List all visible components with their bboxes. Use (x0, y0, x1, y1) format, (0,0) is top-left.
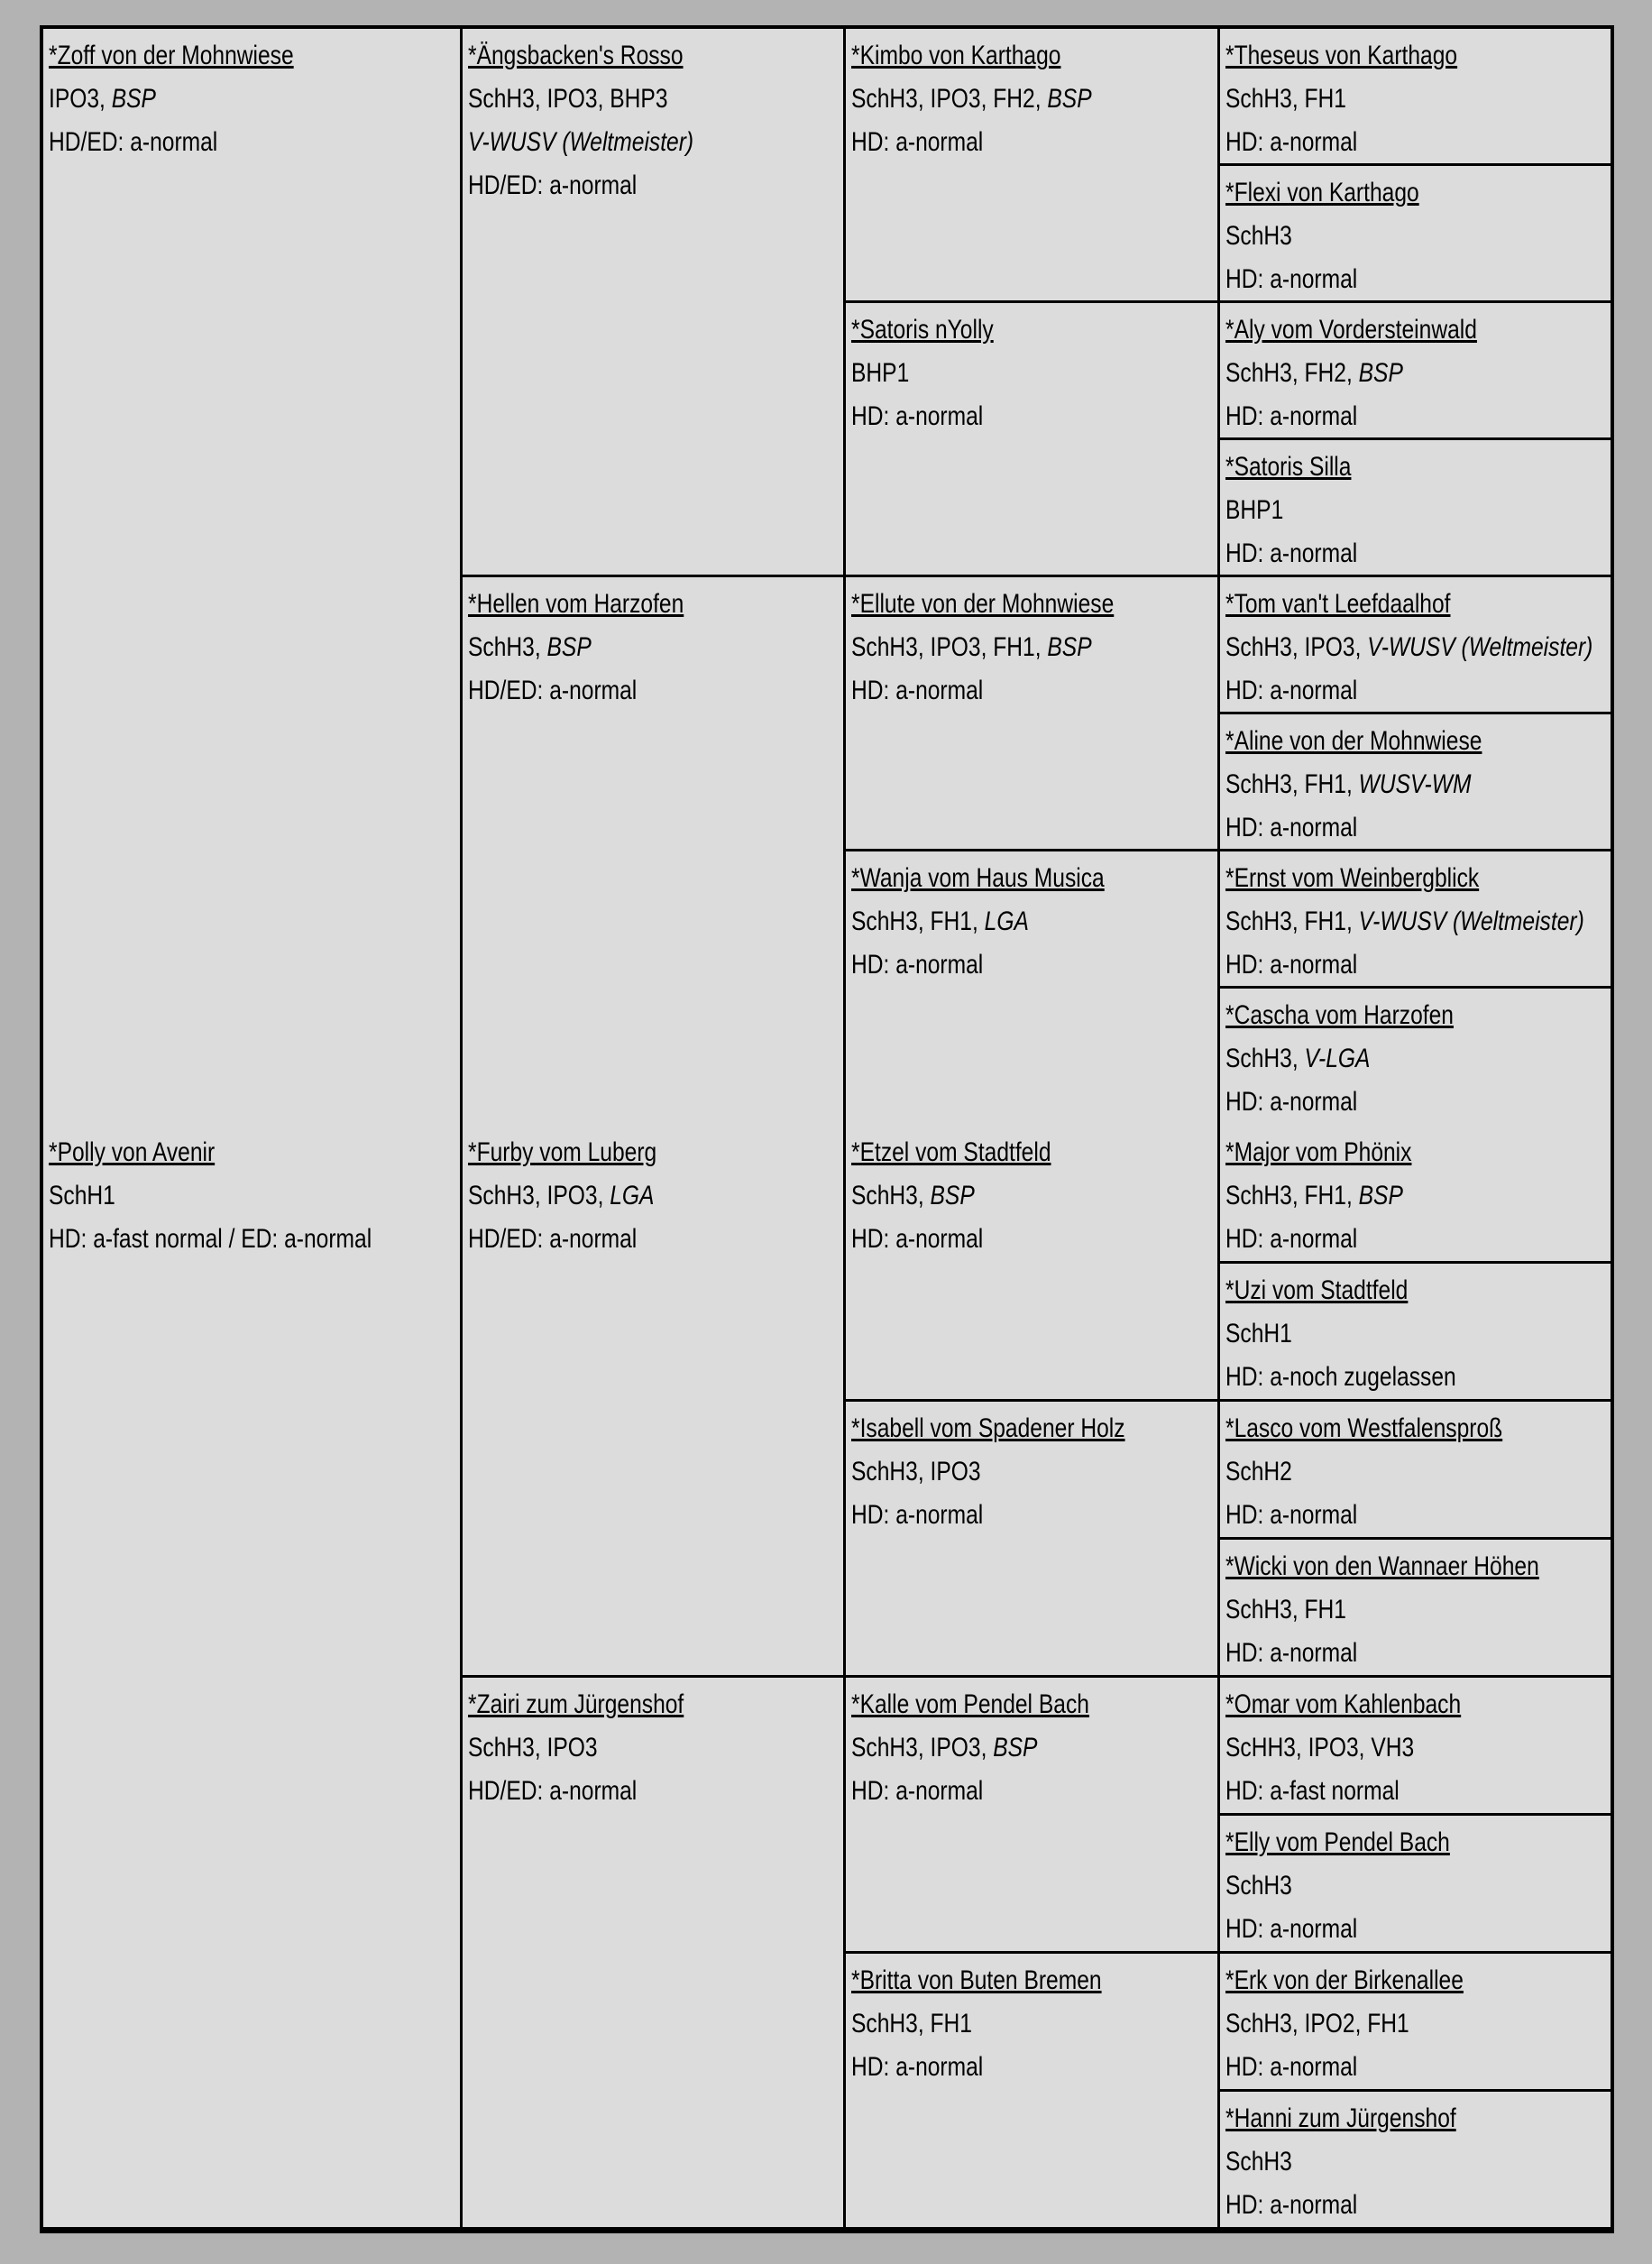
title-segment: SchH3, FH2, (1225, 358, 1359, 388)
title-segment: LGA (610, 1181, 655, 1210)
title-segment: SchH3, FH1 (1225, 1595, 1346, 1624)
title-segment: SchH3, IPO2, FH1 (1225, 2009, 1409, 2039)
title-segment: SchH3, IPO3 (468, 1733, 598, 1762)
dog-titles (1225, 352, 1537, 395)
pedigree-cell-sdds (1220, 851, 1611, 989)
title-segment: V-LGA (1304, 1044, 1371, 1073)
dog-health: HD: a-normal (1225, 2190, 1358, 2220)
title-segment: BSP (1047, 632, 1092, 662)
dog-name: *Ernst vom Weinbergblick (1225, 863, 1480, 893)
dog-name: *Tom van't Leefdaalhof (1225, 589, 1451, 619)
dog-health: HD: a-noch zugelassen (1225, 1362, 1456, 1392)
title-segment: BSP (993, 1733, 1038, 1762)
pedigree-cell-ddss (1220, 1678, 1611, 1816)
dog-health: HD: a-normal (1225, 401, 1358, 431)
dog-health: HD: a-normal (851, 676, 984, 705)
dog-titles (1225, 1174, 1537, 1218)
dog-name: *Zairi zum Jürgenshof (468, 1689, 684, 1719)
dog-health: HD: a-normal (1225, 127, 1358, 157)
dog-titles (1225, 1037, 1537, 1081)
dog-titles (851, 2002, 1147, 2046)
dog-titles (49, 78, 381, 121)
dog-health: HD: a-normal (1225, 813, 1358, 842)
title-segment: SchH3 (1225, 1871, 1292, 1900)
dog-titles (1225, 2002, 1537, 2046)
title-segment: SchH3 (1225, 2147, 1292, 2177)
dog-name: *Aly vom Vordersteinwald (1225, 315, 1477, 345)
pedigree-cell-ddd (846, 1954, 1220, 2230)
pedigree-cell-dsdd (1220, 1540, 1611, 1678)
dog-health: HD/ED: a-normal (468, 1224, 638, 1254)
dog-name: *Aline von der Mohnwiese (1225, 726, 1482, 756)
dog-titles (1225, 1588, 1537, 1632)
title-segment: SchH3, IPO3, FH1, (851, 632, 1048, 662)
dog-health: HD: a-normal (1225, 1638, 1358, 1668)
pedigree-cell-dds (846, 1678, 1220, 1954)
dog-name: *Satoris Silla (1225, 452, 1352, 482)
dog-health: HD: a-fast normal / ED: a-normal (49, 1224, 372, 1254)
dog-health: HD: a-fast normal (1225, 1776, 1400, 1806)
title-segment: BHP1 (1225, 495, 1284, 525)
dog-health: HD: a-normal (851, 1776, 984, 1806)
dog-titles (851, 1450, 1147, 1494)
pedigree-cell-sdd (846, 851, 1220, 1126)
dog-titles (1225, 763, 1537, 806)
dog-award: V-WUSV (Weltmeister) (468, 127, 694, 157)
dog-name: *Wicki von den Wannaer Höhen (1225, 1551, 1539, 1581)
title-segment: BSP (111, 84, 156, 114)
dog-name: *Theseus von Karthago (1225, 41, 1458, 70)
title-segment: BSP (1047, 84, 1092, 114)
dog-titles (468, 78, 771, 121)
pedigree-cell-dss (846, 1126, 1220, 1402)
dog-health: HD: a-normal (851, 1224, 984, 1254)
pedigree-cell-ssss (1220, 29, 1611, 166)
title-segment: SchH3, FH1, (1225, 1181, 1359, 1210)
dog-titles (1225, 900, 1584, 943)
dog-name: *Etzel vom Stadtfeld (851, 1137, 1051, 1167)
pedigree-cell-ssdd (1220, 440, 1611, 577)
title-segment: SchH3, (468, 632, 547, 662)
dog-health: HD/ED: a-normal (468, 170, 638, 200)
dog-health: HD/ED: a-normal (468, 676, 638, 705)
dog-name: *Wanja vom Haus Musica (851, 863, 1105, 893)
dog-name: *Kimbo von Karthago (851, 41, 1061, 70)
dog-health: HD: a-normal (1225, 1500, 1358, 1530)
title-segment: BHP1 (851, 358, 910, 388)
title-segment: SchH3, IPO3, (851, 1733, 994, 1762)
dog-name: *Uzi vom Stadtfeld (1225, 1275, 1409, 1305)
pedigree-cell-dd (463, 1678, 846, 2230)
title-segment: SchH3, (851, 1181, 931, 1210)
dog-health: HD: a-normal (851, 1500, 984, 1530)
dog-name: *Hellen vom Harzofen (468, 589, 684, 619)
dog-name: *Flexi von Karthago (1225, 178, 1419, 207)
dog-name: *Omar vom Kahlenbach (1225, 1689, 1462, 1719)
dog-health: HD: a-normal (1225, 1224, 1358, 1254)
title-segment: V-WUSV (Weltmeister) (1367, 632, 1593, 662)
dog-titles (1225, 2140, 1537, 2184)
pedigree-cell-sssd (1220, 166, 1611, 303)
pedigree-cell-sds (846, 577, 1220, 851)
title-segment: SchH2 (1225, 1457, 1292, 1486)
title-segment: SchH3, IPO3, BHP3 (468, 84, 668, 114)
dog-titles (851, 78, 1147, 121)
dog-health: HD: a-normal (1225, 2052, 1358, 2082)
dog-titles (1225, 78, 1537, 121)
title-segment: LGA (984, 907, 1029, 936)
title-segment: SchH3, IPO3, (468, 1181, 610, 1210)
pedigree-table (40, 25, 1614, 2233)
dog-health: HD: a-normal (1225, 1914, 1358, 1944)
dog-health: HD: a-normal (851, 401, 984, 431)
dog-name: *Erk von der Birkenallee (1225, 1965, 1464, 1995)
dog-titles (851, 900, 1147, 943)
title-segment: SchH3, FH1 (851, 2009, 972, 2039)
title-segment: SchH3 (1225, 221, 1292, 251)
dog-titles (1225, 1450, 1537, 1494)
pedigree-cell-ddsd (1220, 1816, 1611, 1954)
pedigree-cell-d (43, 1126, 463, 2230)
pedigree-cell-ds (463, 1126, 846, 1678)
title-segment: BSP (1358, 1181, 1403, 1210)
title-segment: SchH3, FH1 (1225, 84, 1346, 114)
dog-name: *Ängsbacken's Rosso (468, 41, 684, 70)
title-segment: SchH3, (1225, 1044, 1305, 1073)
pedigree-cell-s (43, 29, 463, 1126)
dog-titles (1225, 489, 1537, 532)
pedigree-cell-ssd (846, 303, 1220, 577)
dog-titles (1225, 1726, 1537, 1770)
title-segment: BSP (1358, 358, 1403, 388)
dog-name: *Polly von Avenir (49, 1137, 216, 1167)
title-segment: SchH3, FH1, (1225, 907, 1359, 936)
dog-health: HD: a-normal (1225, 950, 1358, 980)
dog-titles (1225, 1312, 1537, 1356)
title-segment: IPO3, (49, 84, 112, 114)
dog-titles (1225, 1864, 1537, 1908)
dog-titles (49, 1174, 381, 1218)
dog-health: HD: a-normal (851, 950, 984, 980)
pedigree-cell-dssd (1220, 1264, 1611, 1402)
dog-titles (468, 626, 771, 669)
pedigree-cell-dddd (1220, 2092, 1611, 2230)
dog-health: HD/ED: a-normal (49, 127, 218, 157)
dog-name: *Satoris nYolly (851, 315, 994, 345)
title-segment: WUSV-WM (1358, 769, 1472, 799)
title-segment: SchH3, IPO3, FH2, (851, 84, 1048, 114)
dog-health: HD: a-normal (851, 127, 984, 157)
dog-name: *Ellute von der Mohnwiese (851, 589, 1115, 619)
dog-health: HD: a-normal (1225, 264, 1358, 294)
dog-health: HD: a-normal (851, 2052, 984, 2082)
dog-titles (468, 1726, 771, 1770)
pedigree-cell-ss (463, 29, 846, 577)
title-segment: ScHH3, IPO3, VH3 (1225, 1733, 1415, 1762)
dog-name: *Elly vom Pendel Bach (1225, 1827, 1450, 1857)
pedigree-cell-ssds (1220, 303, 1611, 440)
pedigree-cell-sdsd (1220, 714, 1611, 851)
pedigree-cell-sd (463, 577, 846, 1126)
pedigree-cell-sddd (1220, 989, 1611, 1126)
dog-name: *Britta von Buten Bremen (851, 1965, 1102, 1995)
dog-health: HD/ED: a-normal (468, 1776, 638, 1806)
dog-name: *Cascha vom Harzofen (1225, 1000, 1454, 1030)
title-segment: BSP (546, 632, 592, 662)
dog-titles (1225, 626, 1593, 669)
pedigree-cell-ddds (1220, 1954, 1611, 2092)
dog-name: *Major vom Phönix (1225, 1137, 1412, 1167)
dog-titles (1225, 215, 1537, 258)
title-segment: BSP (930, 1181, 975, 1210)
pedigree-cell-sdss (1220, 577, 1611, 714)
dog-name: *Zoff von der Mohnwiese (49, 41, 294, 70)
title-segment: SchH3, FH1, (1225, 769, 1359, 799)
dog-name: *Furby vom Luberg (468, 1137, 657, 1167)
dog-titles (851, 352, 1147, 395)
dog-health: HD: a-normal (1225, 538, 1358, 568)
title-segment: SchH3, IPO3, (1225, 632, 1368, 662)
dog-health: HD: a-normal (1225, 676, 1358, 705)
dog-name: *Lasco vom Westfalensproß (1225, 1413, 1503, 1443)
pedigree-cell-dsd (846, 1402, 1220, 1678)
dog-health: HD: a-normal (1225, 1087, 1358, 1117)
pedigree-cell-dsds (1220, 1402, 1611, 1540)
dog-name: *Hanni zum Jürgenshof (1225, 2103, 1456, 2133)
title-segment: SchH1 (1225, 1319, 1292, 1348)
title-segment: SchH3, IPO3 (851, 1457, 981, 1486)
title-segment: V-WUSV (Weltmeister) (1358, 907, 1584, 936)
title-segment: SchH1 (49, 1181, 115, 1210)
dog-titles (851, 1726, 1147, 1770)
pedigree-cell-sss (846, 29, 1220, 303)
dog-titles (468, 1174, 771, 1218)
title-segment: SchH3, FH1, (851, 907, 985, 936)
dog-name: *Kalle vom Pendel Bach (851, 1689, 1089, 1719)
dog-name: *Isabell vom Spadener Holz (851, 1413, 1125, 1443)
dog-titles (851, 626, 1147, 669)
dog-titles (851, 1174, 1147, 1218)
pedigree-cell-dsss (1220, 1126, 1611, 1264)
